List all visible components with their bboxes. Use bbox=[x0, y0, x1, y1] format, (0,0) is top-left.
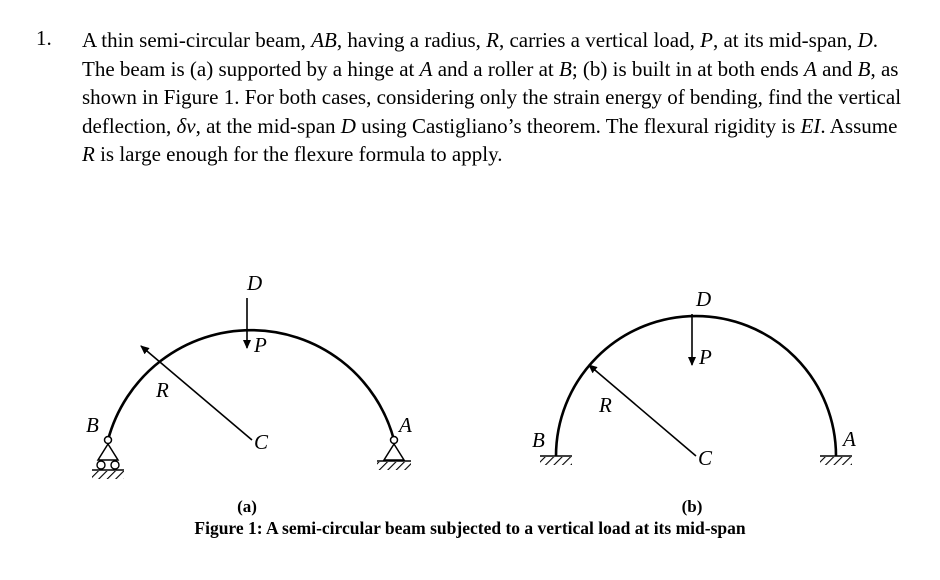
math-variable: A bbox=[803, 56, 817, 81]
math-variable: R bbox=[486, 28, 499, 52]
hinge-support-a-a bbox=[377, 437, 411, 471]
label-b-b: B bbox=[532, 428, 545, 452]
math-variable: D bbox=[857, 28, 873, 52]
label-c-b: C bbox=[698, 446, 713, 470]
label-b-a: B bbox=[86, 413, 99, 437]
sublabel-a: (a) bbox=[237, 497, 257, 516]
label-c-a: C bbox=[254, 430, 269, 454]
label-a-b: A bbox=[843, 427, 856, 451]
label-p-b: P bbox=[699, 345, 712, 369]
question-number: 1. bbox=[36, 26, 52, 50]
text-run: , having a radius, bbox=[336, 28, 487, 52]
text-run: . The beam is (a) supported by a hinge at bbox=[82, 28, 879, 81]
text-run: is large enough for the flexure formula to apply. bbox=[94, 142, 503, 166]
text-run: , at its mid-span, bbox=[712, 28, 858, 52]
text-run: A thin semi-circular beam, bbox=[82, 28, 312, 52]
text-run: , as shown in Figure 1. For both cases, considering only the strain energy of bending, find the vertical deflection, bbox=[82, 56, 902, 138]
math-variable: B bbox=[857, 56, 871, 81]
text-run: . Assume bbox=[820, 113, 898, 138]
figure-a bbox=[86, 271, 412, 516]
fixed-support-b-b bbox=[540, 456, 572, 465]
math-variable: A bbox=[419, 56, 433, 81]
label-p-a: P bbox=[254, 333, 267, 357]
math-variable: R bbox=[82, 142, 95, 166]
fixed-support-a-b bbox=[820, 456, 852, 465]
math-variable: P bbox=[700, 28, 713, 52]
figure-b bbox=[532, 287, 856, 516]
figure-caption: Figure 1: A semi-circular beam subjected to a vertical load at its mid-span bbox=[194, 518, 746, 538]
label-d-a: D bbox=[247, 271, 263, 295]
math-variable: D bbox=[340, 113, 356, 138]
math-variable: δv bbox=[176, 113, 196, 138]
text-run: using Castigliano’s theorem. The flexural rigidity is bbox=[355, 113, 801, 138]
text-run: and a roller at bbox=[432, 56, 559, 81]
label-a-a: A bbox=[399, 413, 412, 437]
roller-support-b-a bbox=[92, 437, 124, 480]
math-variable: AB bbox=[311, 28, 337, 52]
label-d-b: D bbox=[696, 287, 712, 311]
text-run: and bbox=[816, 56, 858, 81]
beam-arc-a bbox=[108, 330, 394, 440]
sublabel-b: (b) bbox=[681, 497, 703, 516]
beam-arc-b bbox=[556, 316, 836, 456]
text-run: , carries a vertical load, bbox=[498, 28, 701, 52]
text-run: ; (b) is built in at both ends bbox=[571, 56, 804, 81]
label-r-a: R bbox=[156, 378, 169, 402]
math-variable: B bbox=[559, 56, 572, 81]
label-r-b: R bbox=[599, 393, 612, 417]
text-run: , at the mid-span bbox=[195, 113, 341, 138]
math-variable: EI bbox=[800, 113, 821, 138]
